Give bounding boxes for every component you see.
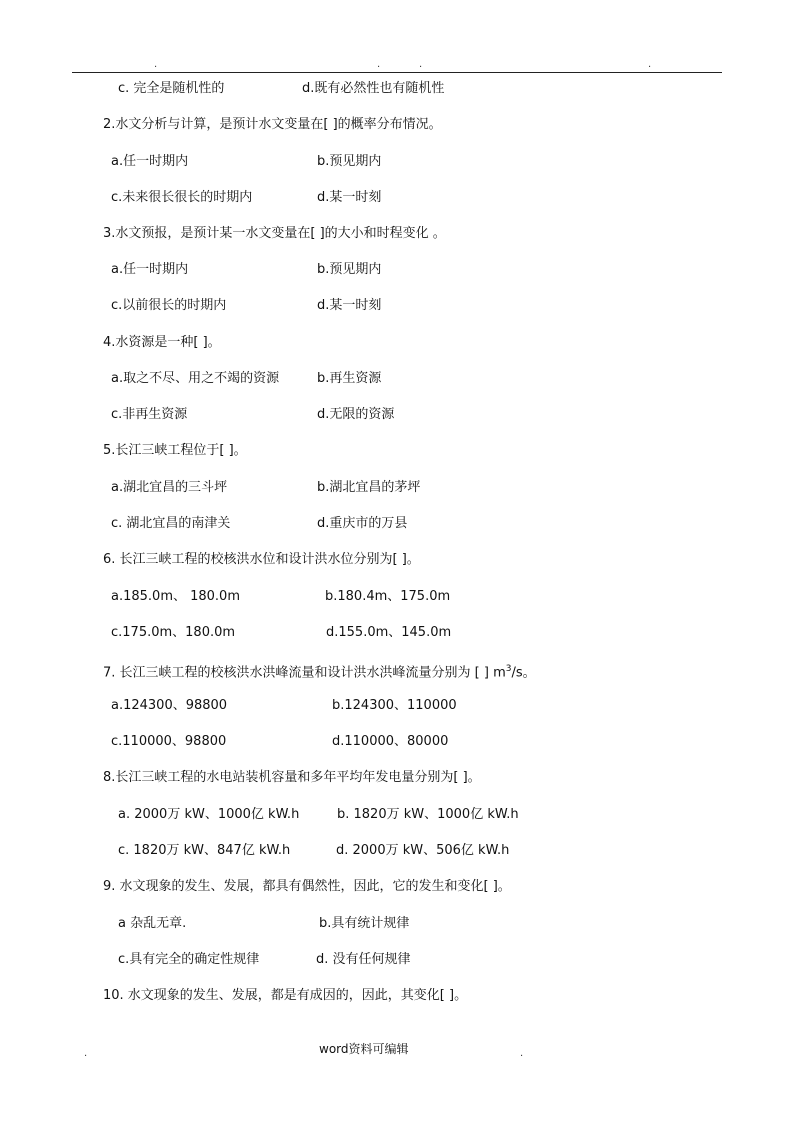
q3-option-a: a.任一时期内 (111, 262, 189, 277)
q2-option-d: d.某一时刻 (317, 190, 382, 205)
question-6: 6. 长江三峡工程的校核洪水位和设计洪水位分别为[ ]。 (103, 552, 420, 567)
header-dot: . (377, 59, 381, 70)
q9-option-c: c.具有完全的确定性规律 (118, 952, 260, 967)
header-rule (72, 72, 722, 73)
q8-option-d: d. 2000万 kW、506亿 kW.h (336, 843, 510, 858)
question-4: 4.水资源是一种[ ]。 (103, 335, 221, 350)
q7-option-d: d.110000、80000 (332, 734, 449, 749)
q6-option-b: b.180.4m、175.0m (325, 589, 451, 604)
q5-option-c: c. 湖北宜昌的南津关 (111, 516, 231, 531)
footer-dot: . (84, 1048, 88, 1059)
q4-option-d: d.无限的资源 (317, 407, 395, 422)
question-7 (103, 660, 536, 682)
footer-dot: . (520, 1048, 524, 1059)
question-2: 2.水文分析与计算，是预计水文变量在[ ]的概率分布情况。 (103, 117, 442, 132)
q8-option-b: b. 1820万 kW、1000亿 kW.h (337, 807, 519, 822)
q2-option-b: b.预见期内 (317, 154, 382, 169)
q9-option-d: d. 没有任何规律 (316, 952, 411, 967)
question-3: 3.水文预报，是预计某一水文变量在[ ]的大小和时程变化 。 (103, 226, 446, 241)
q5-option-d: d.重庆市的万县 (317, 516, 408, 531)
header-dot: . (648, 59, 652, 70)
q4-option-a: a.取之不尽、用之不竭的资源 (111, 371, 280, 386)
q1-option-c: c. 完全是随机性的 (118, 81, 225, 96)
header-dot: . (419, 59, 423, 70)
q8-option-a: a. 2000万 kW、1000亿 kW.h (118, 807, 300, 822)
question-7-suffix: /s。 (511, 665, 536, 681)
question-9: 9. 水文现象的发生、发展，都具有偶然性，因此，它的发生和变化[ ]。 (103, 879, 511, 894)
header-dots (72, 60, 722, 70)
q2-option-c: c.未来很长很长的时期内 (111, 190, 253, 205)
q3-option-b: b.预见期内 (317, 262, 382, 277)
q5-option-a: a.湖北宜昌的三斗坪 (111, 480, 228, 495)
q5-option-b: b.湖北宜昌的茅坪 (317, 480, 421, 495)
q7-option-a: a.124300、98800 (111, 698, 228, 713)
q3-option-c: c.以前很长的时期内 (111, 298, 227, 313)
q3-option-d: d.某一时刻 (317, 298, 382, 313)
q6-option-c: c.175.0m、180.0m (111, 625, 236, 640)
footer-text: word资料可编辑 (319, 1042, 409, 1056)
header-dot: . (154, 59, 158, 70)
unit-exponent: 3 (505, 664, 512, 674)
q1-option-d: d.既有必然性也有随机性 (302, 81, 445, 96)
question-10: 10. 水文现象的发生、发展，都是有成因的，因此，其变化[ ]。 (103, 988, 468, 1003)
q7-option-c: c.110000、98800 (111, 734, 227, 749)
question-5: 5.长江三峡工程位于[ ]。 (103, 443, 247, 458)
q9-option-a: a 杂乱无章. (118, 916, 187, 931)
question-8: 8.长江三峡工程的水电站装机容量和多年平均年发电量分别为[ ]。 (103, 770, 481, 785)
question-7-text: 7. 长江三峡工程的校核洪水洪峰流量和设计洪水洪峰流量分别为 [ ] m (103, 665, 506, 681)
q6-option-a: a.185.0m、 180.0m (111, 589, 240, 604)
q9-option-b: b.具有统计规律 (319, 916, 410, 931)
q8-option-c: c. 1820万 kW、847亿 kW.h (118, 843, 291, 858)
q4-option-b: b.再生资源 (317, 371, 382, 386)
q4-option-c: c.非再生资源 (111, 407, 188, 422)
q6-option-d: d.155.0m、145.0m (326, 625, 452, 640)
q2-option-a: a.任一时期内 (111, 154, 189, 169)
q7-option-b: b.124300、110000 (332, 698, 457, 713)
